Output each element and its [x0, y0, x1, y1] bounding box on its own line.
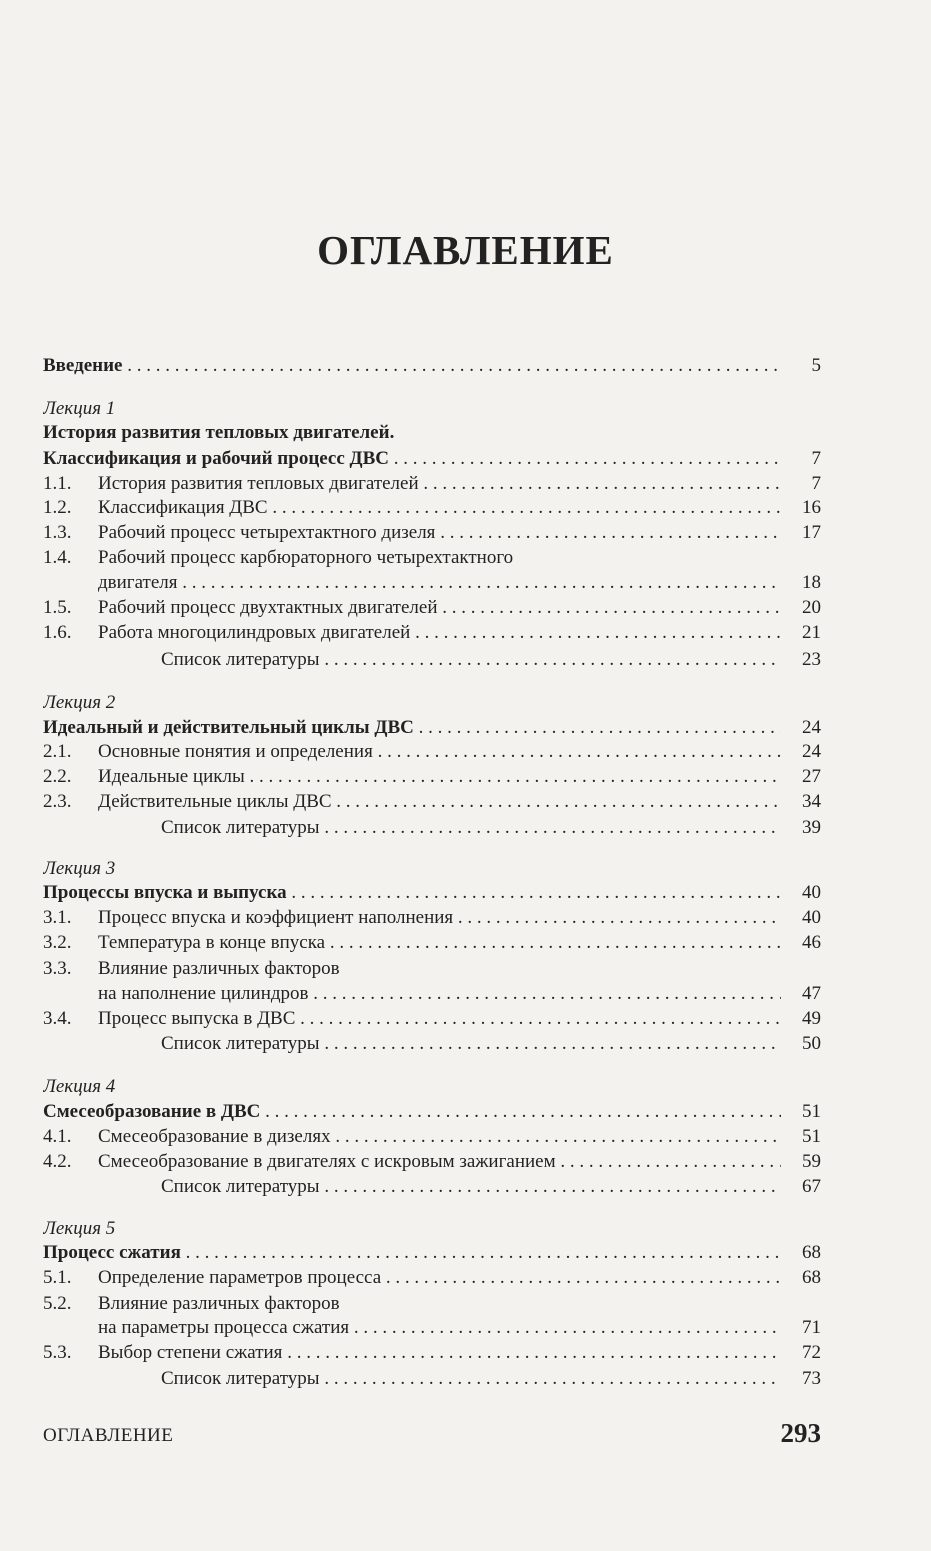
toc-entry-number: 3.1.: [43, 907, 72, 928]
toc-entry-page: 73: [781, 1366, 821, 1392]
toc-entry-title: Влияние различных факторов: [98, 1293, 340, 1314]
toc-entry: [43, 647, 821, 673]
toc-entry-page: 16: [781, 495, 821, 521]
toc-entry: [43, 739, 821, 765]
toc-entry: [43, 353, 821, 379]
toc-entry-title: на наполнение цилиндров . . .: [98, 983, 781, 1004]
toc-entry-number: 1.1.: [43, 473, 72, 494]
toc-entry: [43, 1006, 821, 1032]
toc-entry: [43, 545, 821, 571]
toc-entry-number: 2.2.: [43, 766, 72, 787]
toc-entry-page: 34: [781, 789, 821, 815]
lecture-label: Лекция 4: [43, 1076, 116, 1097]
toc-entry-number: 3.2.: [43, 932, 72, 953]
toc-entry-page: 72: [781, 1340, 821, 1366]
toc-entry-title: Рабочий процесс карбюраторного четырехтактного: [98, 547, 514, 568]
toc-entry-page: 17: [781, 520, 821, 546]
toc-entry: [43, 595, 821, 621]
toc-entry: [43, 1149, 821, 1175]
toc-entry: [43, 1174, 821, 1200]
toc-entry-page: 40: [781, 880, 821, 906]
toc-entry-number: 1.6.: [43, 622, 72, 643]
toc-entry-page: 7: [781, 471, 821, 497]
toc-entry-page: 59: [781, 1149, 821, 1175]
lecture-label: Лекция 3: [43, 858, 116, 879]
toc-entry-title: Выбор степени сжатия . . .: [98, 1342, 781, 1363]
toc-entry-number: 5.2.: [43, 1293, 72, 1314]
toc-entry-page: 24: [781, 715, 821, 741]
toc-entry-number: 4.2.: [43, 1151, 72, 1172]
toc-entry: [43, 396, 821, 422]
toc-entry-title: Работа многоцилиндровых двигателей . . .: [98, 622, 781, 643]
toc-entry-page: 23: [781, 647, 821, 673]
toc-entry-title: Смесеобразование в ДВС . . .: [43, 1101, 781, 1122]
toc-entry: [43, 620, 821, 646]
toc-entry-title: Процесс выпуска в ДВС . . .: [98, 1008, 781, 1029]
toc-entry: [43, 1124, 821, 1150]
toc-entry-number: 1.2.: [43, 497, 72, 518]
toc-entry: [43, 1099, 821, 1125]
toc-entry-title: Список литературы . . .: [161, 649, 781, 670]
toc-entry-title: История развития тепловых двигателей . . .: [98, 473, 781, 494]
toc-entry-number: 1.5.: [43, 597, 72, 618]
toc-entry-title: Процессы впуска и выпуска . . .: [43, 882, 781, 903]
toc-entry-page: 47: [781, 981, 821, 1007]
toc-entry-title: Действительные циклы ДВС . . .: [98, 791, 781, 812]
toc-entry-number: 3.3.: [43, 958, 72, 979]
toc-entry-page: 51: [781, 1099, 821, 1125]
toc-entry: [43, 715, 821, 741]
toc-entry-number: 5.1.: [43, 1267, 72, 1288]
toc-entry-title: двигателя . . .: [98, 572, 781, 593]
toc-entry: [43, 815, 821, 841]
toc-entry-title: Определение параметров процесса . . .: [98, 1267, 781, 1288]
toc-entry-page: 49: [781, 1006, 821, 1032]
toc-entry-number: 2.1.: [43, 741, 72, 762]
toc-entry-title: История развития тепловых двигателей.: [43, 422, 395, 443]
toc-entry-page: 39: [781, 815, 821, 841]
toc-entry: [43, 880, 821, 906]
toc-entry: [43, 520, 821, 546]
toc-entry-title: Список литературы . . .: [161, 1033, 781, 1054]
toc-entry-page: 18: [781, 570, 821, 596]
toc-entry-number: 1.4.: [43, 547, 72, 568]
toc-entry: [43, 789, 821, 815]
toc-entry-page: 21: [781, 620, 821, 646]
page-title: ОГЛАВЛЕНИЕ: [317, 227, 614, 273]
toc-entry-page: 7: [781, 446, 821, 472]
toc-entry-title: Смесеобразование в двигателях с искровым зажиганием . . .: [98, 1151, 781, 1172]
toc-entry-page: 5: [781, 353, 821, 379]
running-head: ОГЛАВЛЕНИЕ: [43, 1425, 174, 1446]
toc-entry-page: 24: [781, 739, 821, 765]
toc-entry-title: Основные понятия и определения . . .: [98, 741, 781, 762]
toc-entry-page: 50: [781, 1031, 821, 1057]
toc-entry-title: Смесеобразование в дизелях . . .: [98, 1126, 781, 1147]
toc-entry: [43, 495, 821, 521]
toc-entry-number: 4.1.: [43, 1126, 72, 1147]
toc-entry: [43, 764, 821, 790]
toc-entry-page: 20: [781, 595, 821, 621]
toc-entry-page: 67: [781, 1174, 821, 1200]
toc-entry: [43, 1366, 821, 1392]
toc-entry-title: Классификация ДВС . . .: [98, 497, 781, 518]
toc-entry: [43, 956, 821, 982]
toc-entry-number: 2.3.: [43, 791, 72, 812]
page-number: 293: [780, 1418, 821, 1448]
toc-entry: [43, 570, 821, 596]
toc-entry: [43, 420, 821, 446]
toc-entry-title: Классификация и рабочий процесс ДВС . . .: [43, 448, 781, 469]
toc-entry: [43, 905, 821, 931]
toc-entry-title: на параметры процесса сжатия . . .: [98, 1317, 781, 1338]
toc-entry: [43, 1291, 821, 1317]
toc-entry-page: 27: [781, 764, 821, 790]
toc-entry-page: 46: [781, 930, 821, 956]
toc-entry-title: Идеальный и действительный циклы ДВС . . .: [43, 717, 781, 738]
lecture-label: Лекция 1: [43, 398, 116, 419]
toc-entry: [43, 1031, 821, 1057]
toc-entry-title: Процесс сжатия . . .: [43, 1242, 781, 1263]
toc-entry-title: Идеальные циклы . . .: [98, 766, 781, 787]
toc-entry: [43, 1240, 821, 1266]
toc-entry-title: Влияние различных факторов: [98, 958, 340, 979]
toc-entry-title: Рабочий процесс двухтактных двигателей . . .: [98, 597, 781, 618]
toc-entry: [43, 690, 821, 716]
toc-entry-title: Список литературы . . .: [161, 817, 781, 838]
toc-entry: [43, 446, 821, 472]
toc-entry: [43, 1340, 821, 1366]
toc-entry-title: Температура в конце впуска . . .: [98, 932, 781, 953]
toc-entry-page: 68: [781, 1240, 821, 1266]
toc-entry-title: Рабочий процесс четырехтактного дизеля . . .: [98, 522, 781, 543]
toc-entry-number: 5.3.: [43, 1342, 72, 1363]
toc-entry-title: Процесс впуска и коэффициент наполнения . . .: [98, 907, 781, 928]
toc-entry-page: 40: [781, 905, 821, 931]
toc-entry: [43, 1315, 821, 1341]
toc-entry-page: 71: [781, 1315, 821, 1341]
toc-entry-page: 51: [781, 1124, 821, 1150]
toc-entry-title: Введение . . .: [43, 355, 781, 376]
toc-entry-title: Список литературы . . .: [161, 1176, 781, 1197]
toc-entry-page: 68: [781, 1265, 821, 1291]
toc-entry: [43, 1216, 821, 1242]
toc-entry-number: 1.3.: [43, 522, 72, 543]
toc-entry-title: Список литературы . . .: [161, 1368, 781, 1389]
toc-entry: [43, 930, 821, 956]
toc-entry: [43, 856, 821, 882]
toc-entry-number: 3.4.: [43, 1008, 72, 1029]
toc-entry: [43, 981, 821, 1007]
lecture-label: Лекция 5: [43, 1218, 116, 1239]
toc-entry: [43, 471, 821, 497]
toc-entry: [43, 1265, 821, 1291]
lecture-label: Лекция 2: [43, 692, 116, 713]
toc-entry: [43, 1074, 821, 1100]
